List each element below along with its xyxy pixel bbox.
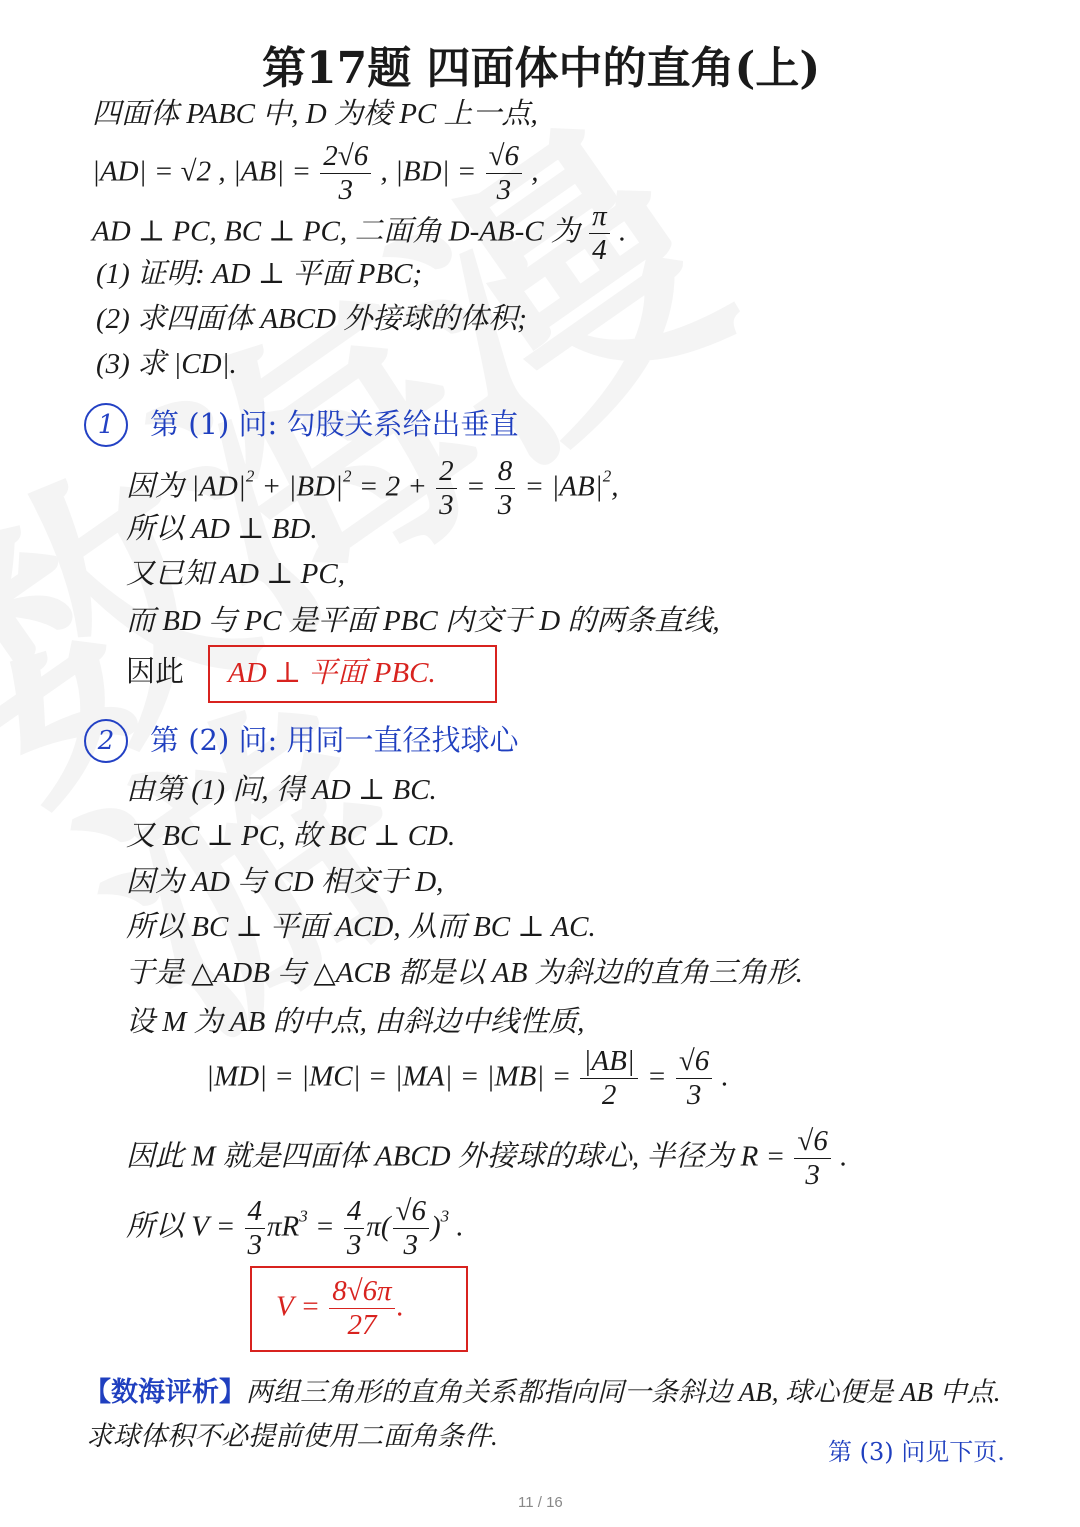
part-1-line-1-b: + |BD| <box>254 470 344 503</box>
fraction-numerator: 8√6π <box>329 1275 394 1309</box>
fraction-sqrt6-3 <box>676 1045 712 1113</box>
answer-end: . <box>396 1290 404 1323</box>
problem-line-1: 四面体 PABC 中, D 为棱 PC 上一点, <box>92 98 538 130</box>
fraction-denominator: 3 <box>346 1229 362 1262</box>
fraction-denominator: 4 <box>592 234 607 267</box>
fraction-numerator: √6 <box>794 1125 830 1159</box>
part-2-line-8-a: 因此 M 就是四面体 ABCD 外接球的球心, 半径为 R = <box>126 1140 786 1173</box>
problem-line-2 <box>92 140 539 208</box>
problem-line-3-a: AD ⊥ PC, BC ⊥ PC, 二面角 D-AB-C 为 <box>92 215 580 248</box>
part-2-heading: 第 (2) 问: 用同一直径找球心 <box>150 723 519 757</box>
part-1-answer: AD ⊥ 平面 PBC. <box>228 657 436 689</box>
fraction-numerator: √6 <box>486 140 522 174</box>
part-2-line-9-a: 所以 V = <box>126 1210 236 1243</box>
fraction-4-3 <box>245 1195 266 1263</box>
part-2-line-3: 因为 AD 与 CD 相交于 D, <box>126 866 444 898</box>
fraction-denominator: 3 <box>805 1159 820 1192</box>
part-1-line-1-d: = <box>465 470 486 503</box>
part-1-heading: 第 (1) 问: 勾股关系给出垂直 <box>150 407 519 441</box>
problem-line-2-a: |AD| = √2 , |AB| = <box>92 155 312 188</box>
part-2-number-badge: 2 <box>84 719 128 763</box>
part-2-line-1: 由第 (1) 问, 得 AD ⊥ BC. <box>126 774 437 806</box>
fraction-numerator: 8 <box>495 455 516 489</box>
part-1-line-4: 而 BD 与 PC 是平面 PBC 内交于 D 的两条直线, <box>126 605 720 637</box>
fraction-8-3 <box>495 455 516 523</box>
problem-line-2-b: , |BD| = <box>380 155 477 188</box>
fraction-bd <box>486 140 522 208</box>
part-2-line-9-d: π( <box>366 1210 391 1243</box>
fraction-volume <box>329 1275 394 1343</box>
exponent: 2 <box>245 466 255 486</box>
fraction-denominator: 3 <box>403 1229 418 1262</box>
part-2-line-9-e: ) <box>430 1210 441 1243</box>
exponent: 3 <box>299 1206 308 1226</box>
page-title: 第17题 四面体中的直角(上) <box>262 43 821 94</box>
part-2-line-8-c: . <box>840 1140 848 1173</box>
part-2-line-7-b: = <box>647 1060 667 1093</box>
fraction-numerator: 4 <box>245 1195 266 1229</box>
part-1-number-badge: 1 <box>84 403 128 447</box>
part-1-line-1-end: , <box>611 470 619 503</box>
fraction-2-3 <box>436 455 457 523</box>
fraction-denominator: 3 <box>497 489 513 522</box>
part-1-line-1-c: = 2 + <box>351 470 427 503</box>
problem-line-2-c: , <box>531 155 539 188</box>
part-2-line-7 <box>206 1045 729 1113</box>
part-2-line-5: 于是 △ADB 与 △ACB 都是以 AB 为斜边的直角三角形. <box>126 957 803 989</box>
question-1: (1) 证明: AD ⊥ 平面 PBC; <box>96 258 423 290</box>
part-2-line-7-a: |MD| = |MC| = |MA| = |MB| = <box>206 1060 572 1093</box>
part-1-line-3: 又已知 AD ⊥ PC, <box>126 558 345 590</box>
page-number: 11 / 16 <box>518 1494 563 1511</box>
exponent: 3 <box>440 1206 450 1226</box>
part-1-line-2: 所以 AD ⊥ BD. <box>126 513 318 545</box>
fraction-4-3 <box>344 1195 365 1263</box>
fraction-ab-2 <box>580 1045 637 1113</box>
analysis-line-2: 求球体积不必提前使用二面角条件. <box>86 1421 498 1451</box>
analysis-text-1: 两组三角形的直角关系都指向同一条斜边 AB, 球心便是 AB 中点. <box>246 1377 1001 1407</box>
part-1-line-1-e: = |AB| <box>524 470 603 503</box>
part-1-line-5-label: 因此 <box>126 654 185 688</box>
fraction-radius <box>794 1125 830 1193</box>
part-2-line-9-f: . <box>449 1210 464 1243</box>
fraction-numerator: √6 <box>393 1195 429 1229</box>
fraction-pi-4 <box>589 200 610 268</box>
fraction-denominator: 3 <box>247 1229 263 1262</box>
part-2-line-7-c: . <box>721 1060 729 1093</box>
fraction-numerator: π <box>589 200 610 234</box>
fraction-denominator: 3 <box>686 1079 702 1112</box>
analysis-line-1 <box>84 1370 1000 1409</box>
fraction-denominator: 3 <box>338 174 353 207</box>
part-2-line-2: 又 BC ⊥ PC, 故 BC ⊥ CD. <box>126 820 456 852</box>
fraction-numerator: 2√6 <box>320 140 371 174</box>
part-2-line-9-b: πR <box>267 1210 300 1243</box>
analysis-tag: 【数海评析】 <box>84 1377 246 1408</box>
question-2: (2) 求四面体 ABCD 外接球的体积; <box>96 303 527 335</box>
fraction-denominator: 27 <box>347 1309 377 1342</box>
fraction-numerator: 4 <box>344 1195 365 1229</box>
exponent: 2 <box>343 466 352 486</box>
answer-volume-label: V = <box>276 1290 321 1323</box>
fraction-sqrt6-3 <box>393 1195 429 1263</box>
part-2-line-6: 设 M 为 AB 的中点, 由斜边中线性质, <box>126 1006 585 1038</box>
part-2-line-9-c: = <box>307 1210 335 1243</box>
fraction-numerator: √6 <box>676 1045 712 1079</box>
fraction-numerator: 2 <box>436 455 457 489</box>
part-2-line-9 <box>126 1195 464 1263</box>
fraction-denominator: 3 <box>496 174 512 207</box>
part-1-line-1-a: 因为 |AD| <box>126 470 246 503</box>
part-2-line-8 <box>126 1125 847 1193</box>
next-page-note: 第 (3) 问见下页. <box>828 1438 1005 1466</box>
part-2-answer <box>276 1275 404 1343</box>
fraction-ab <box>320 140 371 208</box>
part-2-line-4: 所以 BC ⊥ 平面 ACD, 从而 BC ⊥ AC. <box>126 911 596 943</box>
question-3: (3) 求 |CD|. <box>96 348 237 380</box>
fraction-numerator: |AB| <box>580 1045 637 1079</box>
exponent: 2 <box>602 466 612 486</box>
fraction-denominator: 2 <box>601 1079 617 1112</box>
problem-line-3-c: . <box>618 215 627 248</box>
fraction-denominator: 3 <box>439 489 454 522</box>
